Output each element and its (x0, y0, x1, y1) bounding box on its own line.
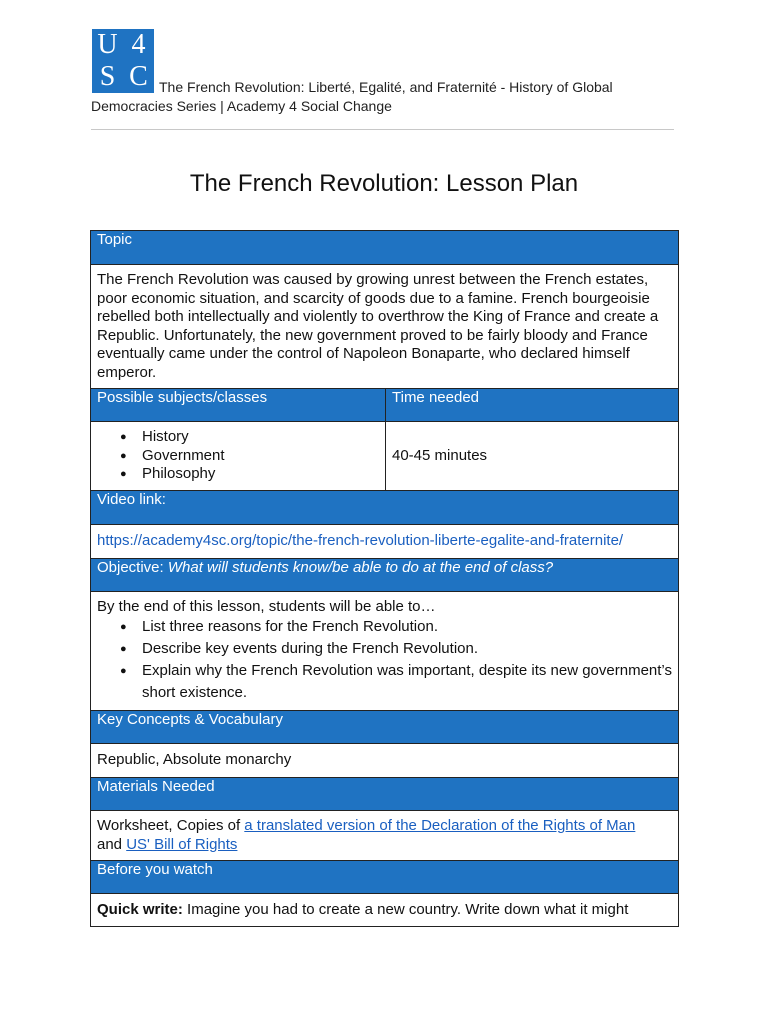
declaration-link[interactable]: a translated version of the Declaration of the Rights of Man (244, 817, 636, 834)
vocab-header: Key Concepts & Vocabulary (91, 711, 679, 744)
topic-header: Topic (91, 231, 679, 265)
lesson-plan-table (90, 230, 679, 927)
objective-header (91, 558, 679, 591)
objective-body (91, 591, 679, 711)
list-item: ● Describe key events during the French Revolution. (142, 638, 672, 660)
logo-letter: S (99, 60, 116, 92)
quick-write-label: Quick write: (97, 900, 183, 918)
objective-prompt: What will students know/be able to do at the end of class? (167, 558, 554, 576)
page-title: The French Revolution: Lesson Plan (189, 170, 579, 197)
subjects-cell (91, 422, 386, 491)
list-item: ● History (142, 428, 379, 447)
materials-header: Materials Needed (91, 778, 679, 811)
materials-and: and (97, 835, 127, 853)
logo-letter: C (129, 60, 148, 92)
subjects-list (97, 428, 379, 484)
quick-write-text: Imagine you had to create a new country. Write down what it might (182, 900, 629, 918)
materials-prefix: Worksheet, Copies of (97, 817, 245, 834)
list-item: ● Government (142, 447, 379, 466)
before-body (91, 894, 679, 927)
subjects-header: Possible subjects/classes (91, 389, 386, 422)
list-item: ● Philosophy (142, 465, 379, 484)
series-header: The French Revolution: Liberté, Egalité, and Fraternité - History of Global Democracies Series | Academy 4 Social Change (91, 79, 613, 114)
list-item: ● List three reasons for the French Revolution. (142, 616, 672, 638)
objective-label: Objective: (97, 558, 164, 576)
logo-letter: 4 (131, 29, 146, 60)
objective-list (97, 616, 672, 704)
topic-body: The French Revolution was caused by growing unrest between the French estates, poor economic situation, and scarcity of goods due to a famine. French bourgeoisie rebelled both intellectually and violently to overthrow the King of France and create a Republic. Unfortunately, the new government proved to be fairly bloody and France eventually came under the control of Napoleon Bonaparte, who declared himself emperor. (91, 265, 679, 389)
header-divider (91, 129, 674, 130)
video-link[interactable]: https://academy4sc.org/topic/the-french-revolution-liberte-egalite-and-fraternite/ (97, 531, 624, 549)
time-header: Time needed (386, 389, 679, 422)
video-header: Video link: (91, 490, 679, 524)
time-value: 40-45 minutes (386, 422, 679, 491)
vocab-body: Republic, Absolute monarchy (91, 744, 679, 778)
video-cell (91, 524, 679, 558)
bill-of-rights-link[interactable]: US' Bill of Rights (126, 835, 238, 853)
objective-intro: By the end of this lesson, students will be able to… (97, 597, 436, 615)
logo-letter: U (97, 29, 118, 60)
materials-body (91, 811, 679, 861)
list-item: ● Explain why the French Revolution was important, despite its new government’s short existence. (142, 660, 672, 704)
before-header: Before you watch (91, 861, 679, 894)
